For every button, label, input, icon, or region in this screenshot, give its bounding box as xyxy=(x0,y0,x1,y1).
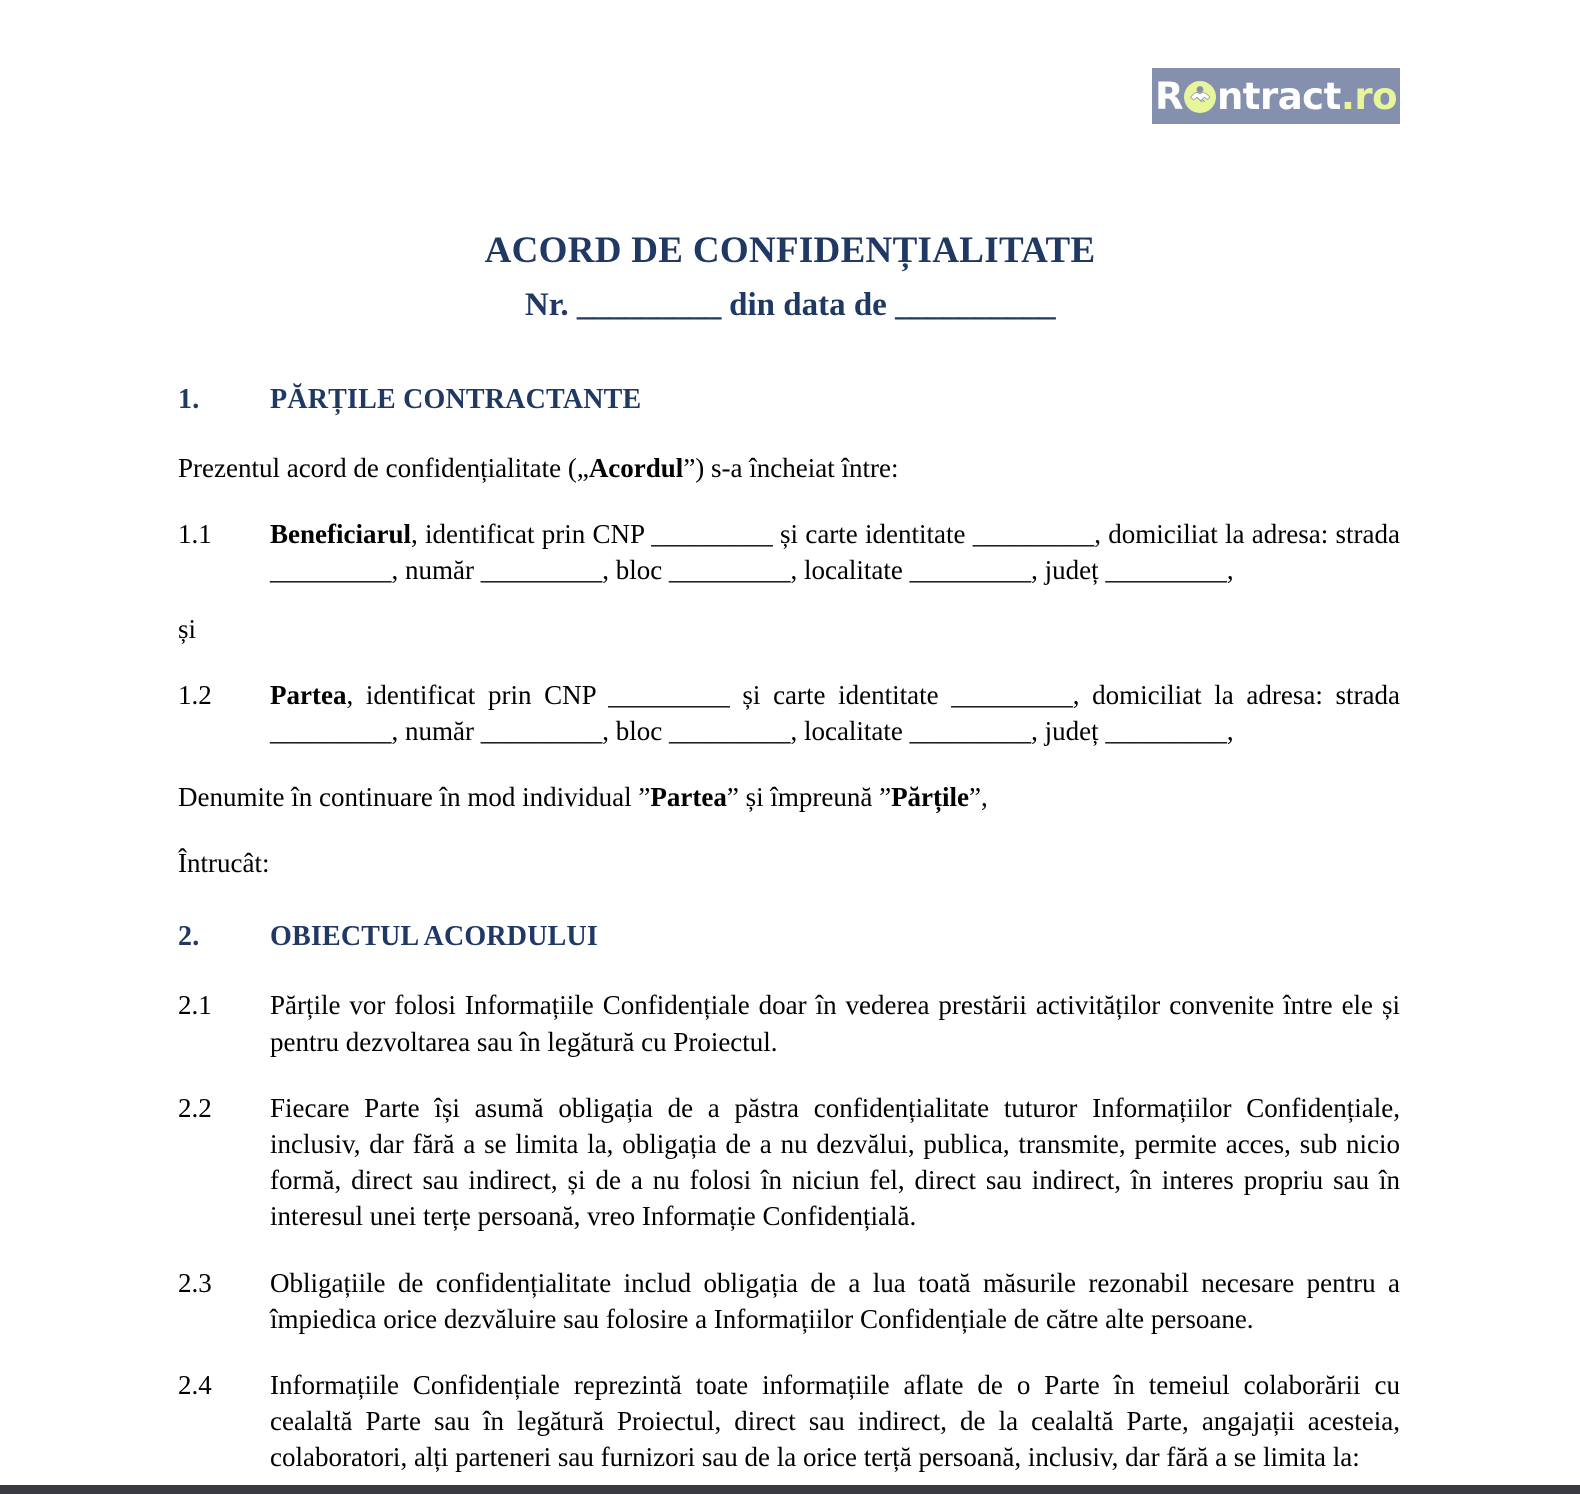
clause-1-2-text: , identificat prin CNP _________ și carte identitate _________, domiciliat la adresa: strada _________, număr _________, bloc _________, localitate _________, județ _________, xyxy=(270,679,1400,746)
denumite-mid: ” și împreună ” xyxy=(726,782,892,813)
number-blank[interactable]: _________ xyxy=(576,287,721,324)
page-title: ACORD DE CONFIDENȚIALITATE xyxy=(484,230,1096,271)
clause-1-1-lead: Beneficiarul xyxy=(270,519,411,550)
logo-middle: ntract xyxy=(1216,74,1341,118)
denumite-pre: Denumite în continuare în mod individual ” xyxy=(178,782,651,813)
clause-1-2-body xyxy=(270,677,1400,749)
section-heading-2 xyxy=(178,921,1580,953)
logo-suffix: .ro xyxy=(1340,74,1398,118)
denumite-bold-partea: Partea xyxy=(650,782,727,813)
document-title-block xyxy=(0,228,1580,330)
date-blank[interactable]: __________ xyxy=(895,287,1056,324)
clause-2-1-body: Părțile vor folosi Informațiile Confidențiale doar în vederea prestării activităților convenite între ele și pentru dezvoltarea sau în legătură cu Proiectul. xyxy=(270,990,1400,1057)
document-number-line xyxy=(0,282,1580,330)
denumite-post: ”, xyxy=(969,782,988,813)
section-1-title: PĂRȚILE CONTRACTANTE xyxy=(270,384,642,416)
clause-2-4-number: 2.4 xyxy=(178,1369,212,1400)
section-heading-1 xyxy=(178,384,1580,416)
date-label: din data de xyxy=(729,287,887,324)
intrucat-paragraph: Întrucât: xyxy=(178,848,270,879)
intro-paragraph xyxy=(178,450,1400,486)
intro-pre: Prezentul acord de confidențialitate („ xyxy=(178,453,589,484)
clause-2-3-number: 2.3 xyxy=(178,1267,212,1298)
clause-2-3-body: Obligațiile de confidențialitate includ obligația de a lua toată măsurile rezonabil necesare pentru a împiedica orice dezvăluire sau folosire a Informațiilor Confidențiale de către alte persoane. xyxy=(270,1267,1400,1334)
clause-1-2-lead: Partea xyxy=(270,679,347,710)
clause-1-1-number: 1.1 xyxy=(178,519,212,550)
clause-2-2 xyxy=(178,1090,1400,1235)
section-1-number: 1. xyxy=(178,384,200,416)
clause-2-4-body: Informațiile Confidențiale reprezintă toate informațiile aflate de o Parte în temeiul colaborării cu cealaltă Parte sau în legătură Proiectul, direct sau indirect, de la cealaltă Parte, angajații acesteia, colaboratori, alți parteneri sau furnizori sau de la orice terță persoană, inclusiv, dar fără a se limita la: xyxy=(270,1369,1400,1473)
clause-2-4 xyxy=(178,1367,1400,1476)
denumite-bold-partile: Părțile xyxy=(891,782,970,813)
clause-2-3 xyxy=(178,1265,1400,1337)
number-label: Nr. xyxy=(524,287,569,324)
clause-1-1 xyxy=(178,516,1400,588)
intro-post: ”) s-a încheiat între: xyxy=(683,453,899,484)
logo-prefix: R xyxy=(1154,74,1183,118)
section-2-title: OBIECTUL ACORDULUI xyxy=(270,921,599,953)
page-bottom-bar xyxy=(0,1485,1580,1494)
conjunction-si: și xyxy=(178,613,197,644)
section-2-number: 2. xyxy=(178,921,200,953)
clause-1-1-text: , identificat prin CNP _________ și carte identitate _________, domiciliat la adresa: strada _________, număr _________, bloc _________, localitate _________, județ _________, xyxy=(270,519,1400,586)
denumite-paragraph xyxy=(178,779,1400,815)
clause-2-2-number: 2.2 xyxy=(178,1092,212,1123)
intro-bold-acordul: Acordul xyxy=(588,453,684,484)
clause-2-2-body: Fiecare Parte își asumă obligația de a păstra confidențialitate tuturor Informațiilor Confidențiale, inclusiv, dar fără a se limita la, obligația de a nu dezvălui, publica, transmite, permite acces, sub nicio formă, direct sau indirect, și de a nu folosi în niciun fel, direct sau indirect, în interes propriu sau în interesul unei terțe persoană, vreo Informație Confidențială. xyxy=(270,1092,1400,1232)
clause-1-2-number: 1.2 xyxy=(178,679,212,710)
clause-2-1 xyxy=(178,987,1400,1059)
clause-1-1-body xyxy=(270,516,1400,588)
clause-1-2 xyxy=(178,677,1400,749)
clause-2-1-number: 2.1 xyxy=(178,990,212,1021)
